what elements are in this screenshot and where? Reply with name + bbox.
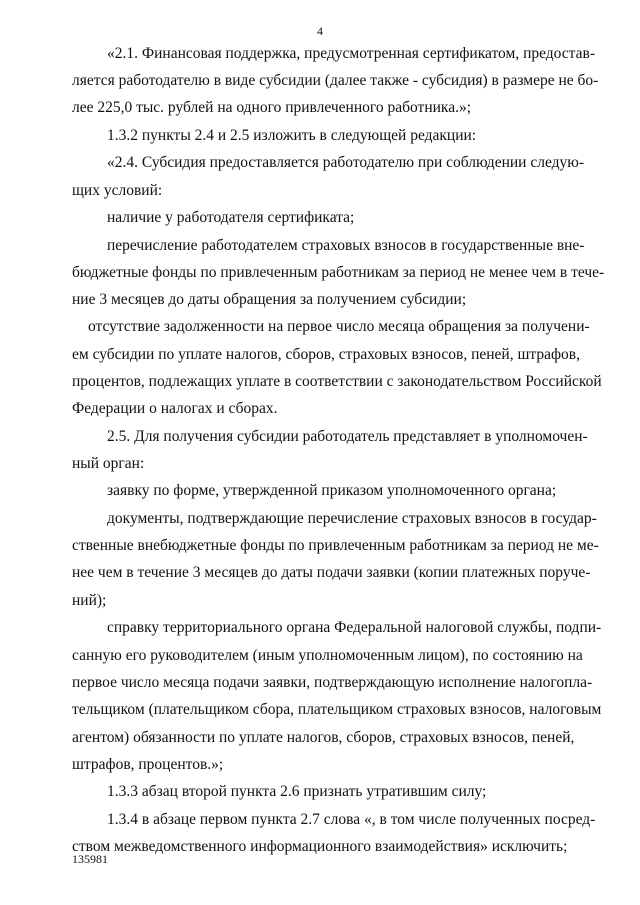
text-line: ем субсидии по уплате налогов, сборов, страховых взносов, пеней, штрафов,	[72, 346, 580, 363]
text-line: ственные внебюджетные фонды по привлеченным работникам за период не ме-	[72, 537, 599, 554]
text-line: ством межведомственного информационного взаимодействия» исключить;	[72, 838, 568, 855]
text-line: процентов, подлежащих уплате в соответствии с законодательством Российской	[72, 373, 602, 390]
text-line: санную его руководителем (иным уполномоченным лицом), по состоянию на	[72, 647, 583, 664]
text-line: ние 3 месяцев до даты обращения за получением субсидии;	[72, 291, 467, 308]
page-number: 4	[317, 24, 323, 38]
text-line: штрафов, процентов.»;	[72, 756, 224, 773]
text-line: агентом) обязанности по уплате налогов, сборов, страховых взносов, пеней,	[72, 729, 575, 746]
text-line: отсутствие задолженности на первое число месяца обращения за получени-	[88, 318, 590, 335]
text-line: первое число месяца подачи заявки, подтверждающую исполнение налогопла-	[72, 674, 593, 691]
text-line: ляется работодателю в виде субсидии (далее также - субсидия) в размере не бо-	[72, 72, 599, 89]
text-line: «2.1. Финансовая поддержка, предусмотренная сертификатом, предостав-	[107, 45, 596, 62]
text-line: бюджетные фонды по привлеченным работникам за период не менее чем в тече-	[72, 264, 605, 281]
text-line: лее 225,0 тыс. рублей на одного привлеченного работника.»;	[72, 99, 472, 116]
text-line: ный орган:	[72, 455, 145, 472]
text-line: нее чем в течение 3 месяцев до даты подачи заявки (копии платежных поруче-	[72, 564, 591, 581]
text-line: 1.3.4 в абзаце первом пункта 2.7 слова «, в том числе полученных посред-	[107, 811, 596, 828]
text-line: документы, подтверждающие перечисление страховых взносов в государ-	[107, 510, 597, 527]
text-line: справку территориального органа Федеральной налоговой службы, подпи-	[107, 619, 602, 636]
text-line: тельщиком (плательщиком сбора, плательщиком страховых взносов, налоговым	[72, 701, 602, 718]
text-line: 1.3.3 абзац второй пункта 2.6 признать утратившим силу;	[107, 783, 487, 800]
text-line: 1.3.2 пункты 2.4 и 2.5 изложить в следующей редакции:	[107, 127, 477, 144]
text-line: 2.5. Для получения субсидии работодатель представляет в уполномочен-	[107, 428, 588, 445]
text-line: перечисление работодателем страховых взносов в государственные вне-	[107, 237, 585, 254]
text-line: Федерации о налогах и сборах.	[72, 400, 278, 417]
text-line: ний);	[72, 592, 107, 609]
text-line: «2.4. Субсидия предоставляется работодателю при соблюдении следую-	[107, 154, 584, 171]
text-line: щих условий:	[72, 182, 163, 199]
document-code: 135981	[72, 852, 108, 866]
text-line: заявку по форме, утвержденной приказом уполномоченного органа;	[107, 482, 557, 499]
text-line: наличие у работодателя сертификата;	[107, 209, 355, 226]
